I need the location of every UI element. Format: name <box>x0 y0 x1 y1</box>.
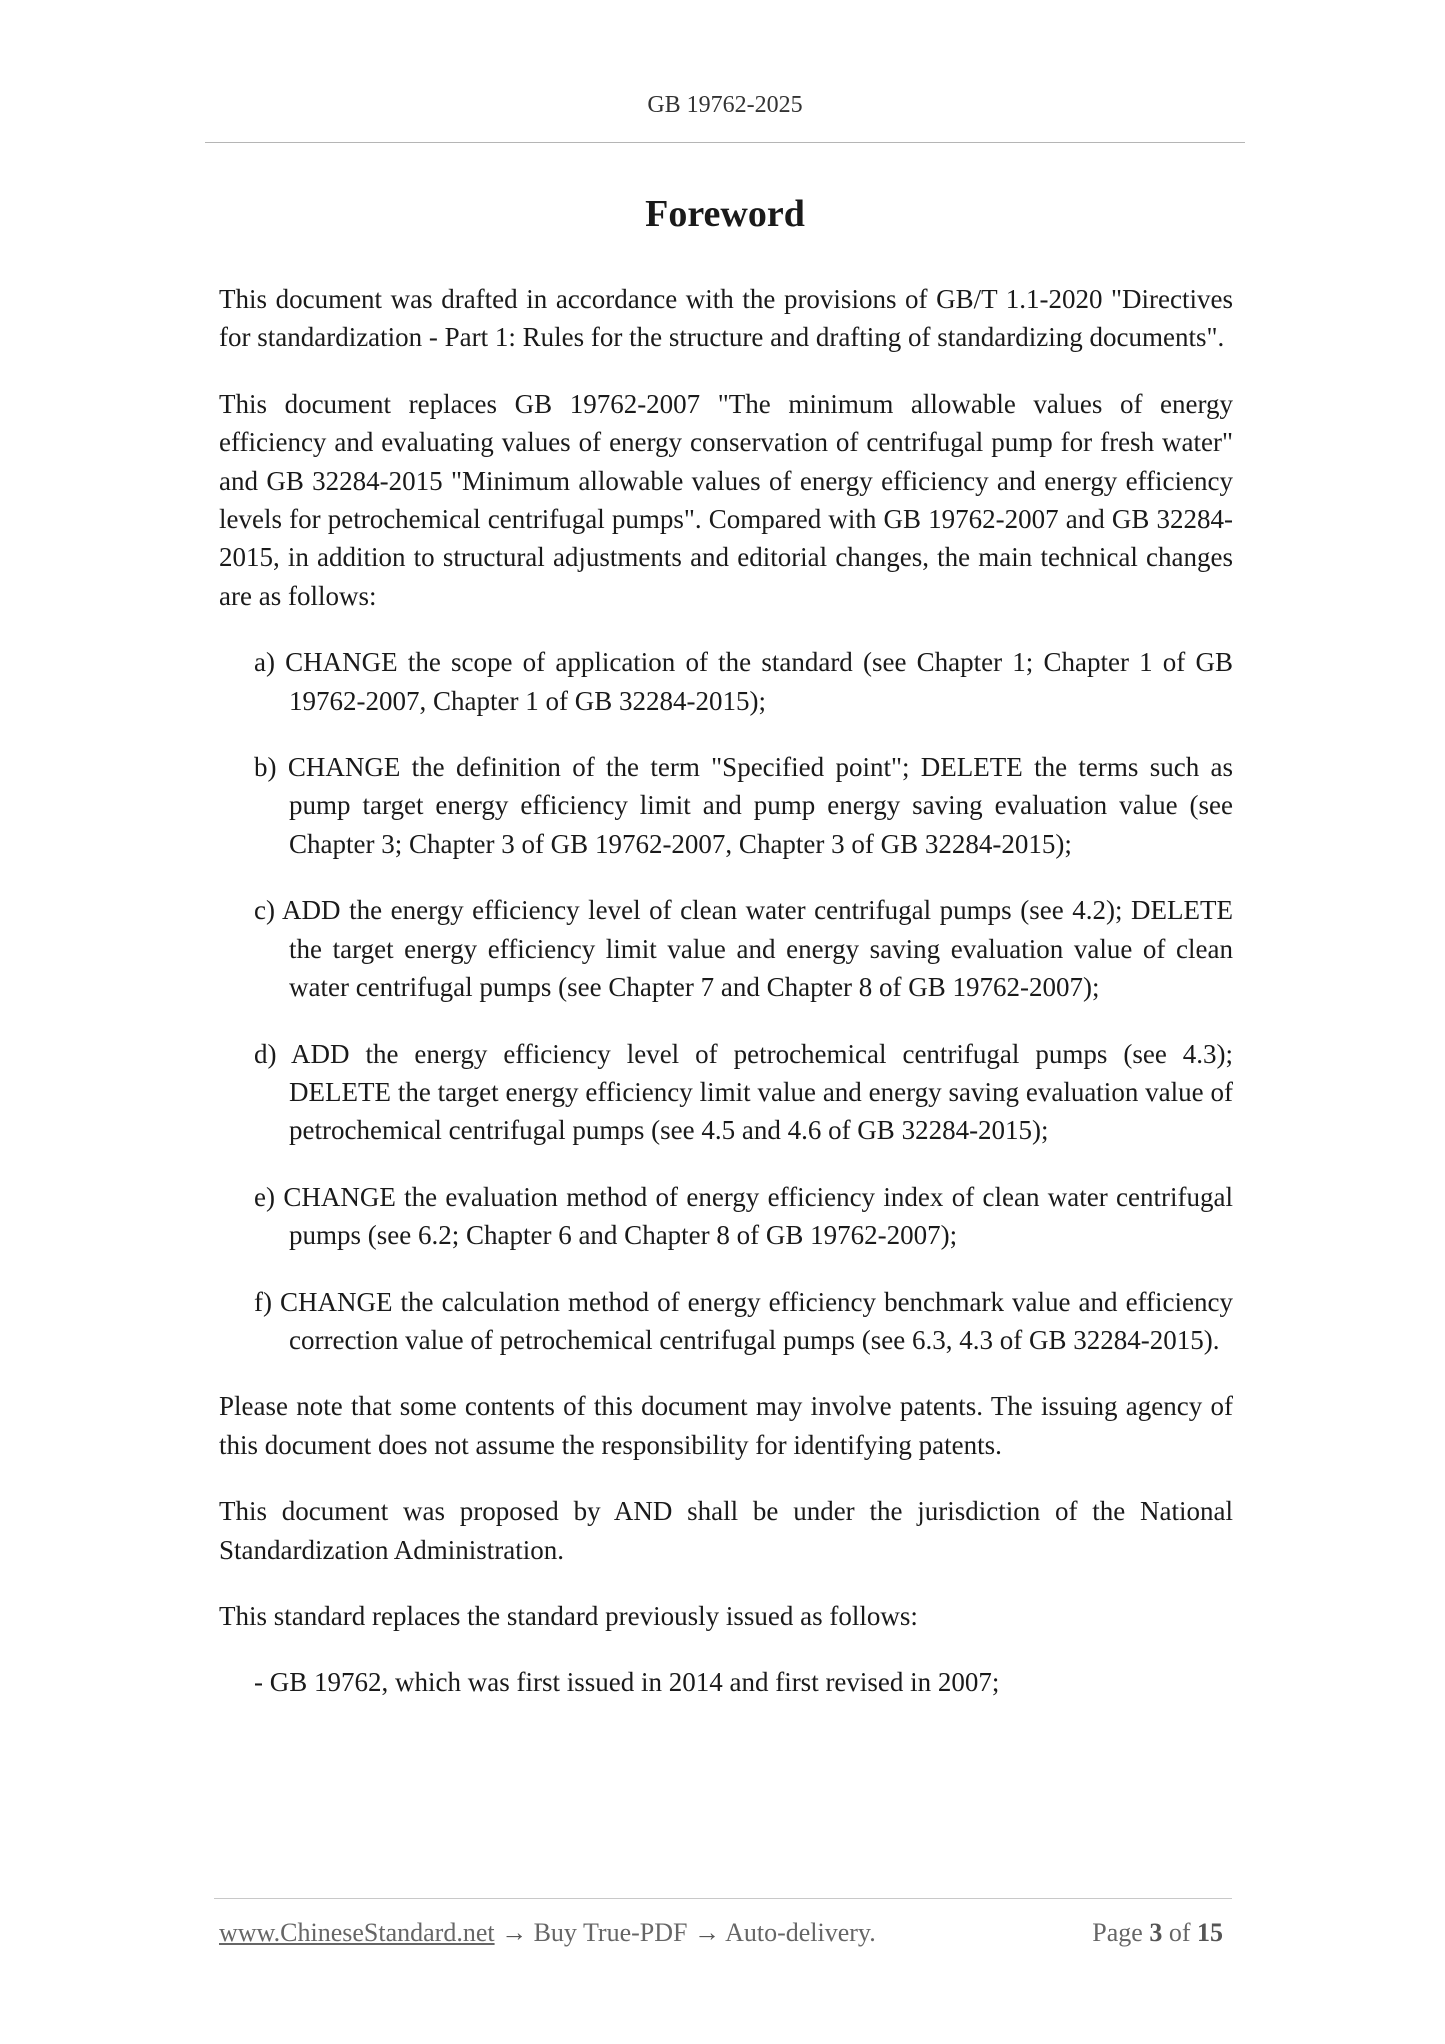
page-title: Foreword <box>645 193 805 235</box>
list-marker: b) <box>254 752 277 783</box>
list-item <box>219 748 1233 863</box>
page-indicator <box>1092 1918 1223 1948</box>
list-item <box>219 1178 1233 1255</box>
paragraph-patents: Please note that some contents of this document may involve patents. The issuing agency of this document does not assume the responsibility for identifying patents. <box>219 1391 1233 1460</box>
list-item-text: CHANGE the calculation method of energy efficiency benchmark value and efficiency correction value of petrochemical centrifugal pumps (see 6.3, 4.3 of GB 32284-2015). <box>280 1286 1234 1355</box>
list-item-text: ADD the energy efficiency level of clean water centrifugal pumps (see 4.2); DELETE the target energy efficiency limit value and energy saving evaluation value of clean water centrifugal pumps (see Chapter 7 and Chapter 8 of GB 19762-2007); <box>282 895 1233 1003</box>
changes-list <box>219 643 1233 1359</box>
page-label: Page <box>1092 1918 1143 1947</box>
list-marker: f) <box>254 1286 272 1317</box>
list-marker: d) <box>254 1038 277 1069</box>
document-body <box>219 280 1233 1702</box>
auto-delivery-text: Auto-delivery. <box>725 1918 876 1947</box>
list-item-text: CHANGE the definition of the term "Specified point"; DELETE the terms such as pump target energy efficiency limit and pump energy saving evaluation value (see Chapter 3; Chapter 3 of GB 19762-2007, Chapter 3 of GB 32284-2015); <box>287 752 1234 859</box>
list-item <box>219 891 1233 1006</box>
site-link[interactable]: www.ChineseStandard.net <box>219 1918 495 1947</box>
paragraph-replaces: This document replaces GB 19762-2007 "The minimum allowable values of energy efficiency and evaluating values of energy conservation of centrifugal pump for fresh water" and GB 32284-2015 "Minimum allowable values of energy efficiency and energy efficiency levels for petrochemical centrifugal pumps". Compared with GB 19762-2007 and GB 32284-2015, in addition to structural adjustments and editorial changes, the main technical changes are as follows: <box>219 388 1233 611</box>
paragraph-history-intro: This standard replaces the standard previously issued as follows: <box>219 1600 918 1631</box>
buy-pdf-text: Buy True-PDF <box>533 1918 688 1947</box>
list-item-text: CHANGE the evaluation method of energy efficiency index of clean water centrifugal pumps (see 6.2; Chapter 6 and Chapter 8 of GB 19762-2007); <box>283 1181 1233 1251</box>
footer-rule <box>214 1898 1232 1899</box>
of-label: of <box>1168 1918 1191 1947</box>
list-marker: c) <box>254 895 275 926</box>
footer-promo <box>219 1918 876 1948</box>
page-total: 15 <box>1197 1918 1223 1947</box>
paragraph-jurisdiction: This document was proposed by AND shall be under the jurisdiction of the National Standardization Administration. <box>219 1496 1233 1565</box>
arrow-right-icon: → <box>694 1918 720 1947</box>
list-item <box>219 643 1233 720</box>
arrow-right-icon: → <box>501 1918 528 1947</box>
header-rule <box>205 142 1245 143</box>
running-header: GB 19762-2025 <box>647 92 803 118</box>
list-item-text: ADD the energy efficiency level of petrochemical centrifugal pumps (see 4.3); DELETE the target energy efficiency limit value and energy saving evaluation value of petrochemical centrifugal pumps (see 4.5 and 4.6 of GB 32284-2015); <box>289 1038 1234 1146</box>
list-item-text: CHANGE the scope of application of the standard (see Chapter 1; Chapter 1 of GB 19762-2007, Chapter 1 of GB 32284-2015); <box>285 647 1233 716</box>
list-item <box>219 1035 1233 1150</box>
list-item <box>219 1283 1233 1360</box>
list-marker: e) <box>254 1181 275 1212</box>
paragraph-drafting: This document was drafted in accordance with the provisions of GB/T 1.1-2020 "Directives for standardization - Part 1: Rules for the structure and drafting of standardizing documents". <box>219 284 1233 353</box>
list-marker: a) <box>254 647 275 678</box>
page-number: 3 <box>1149 1918 1163 1947</box>
page-footer <box>219 1918 1233 1954</box>
history-item: - GB 19762, which was first issued in 2014 and first revised in 2007; <box>254 1667 1000 1698</box>
